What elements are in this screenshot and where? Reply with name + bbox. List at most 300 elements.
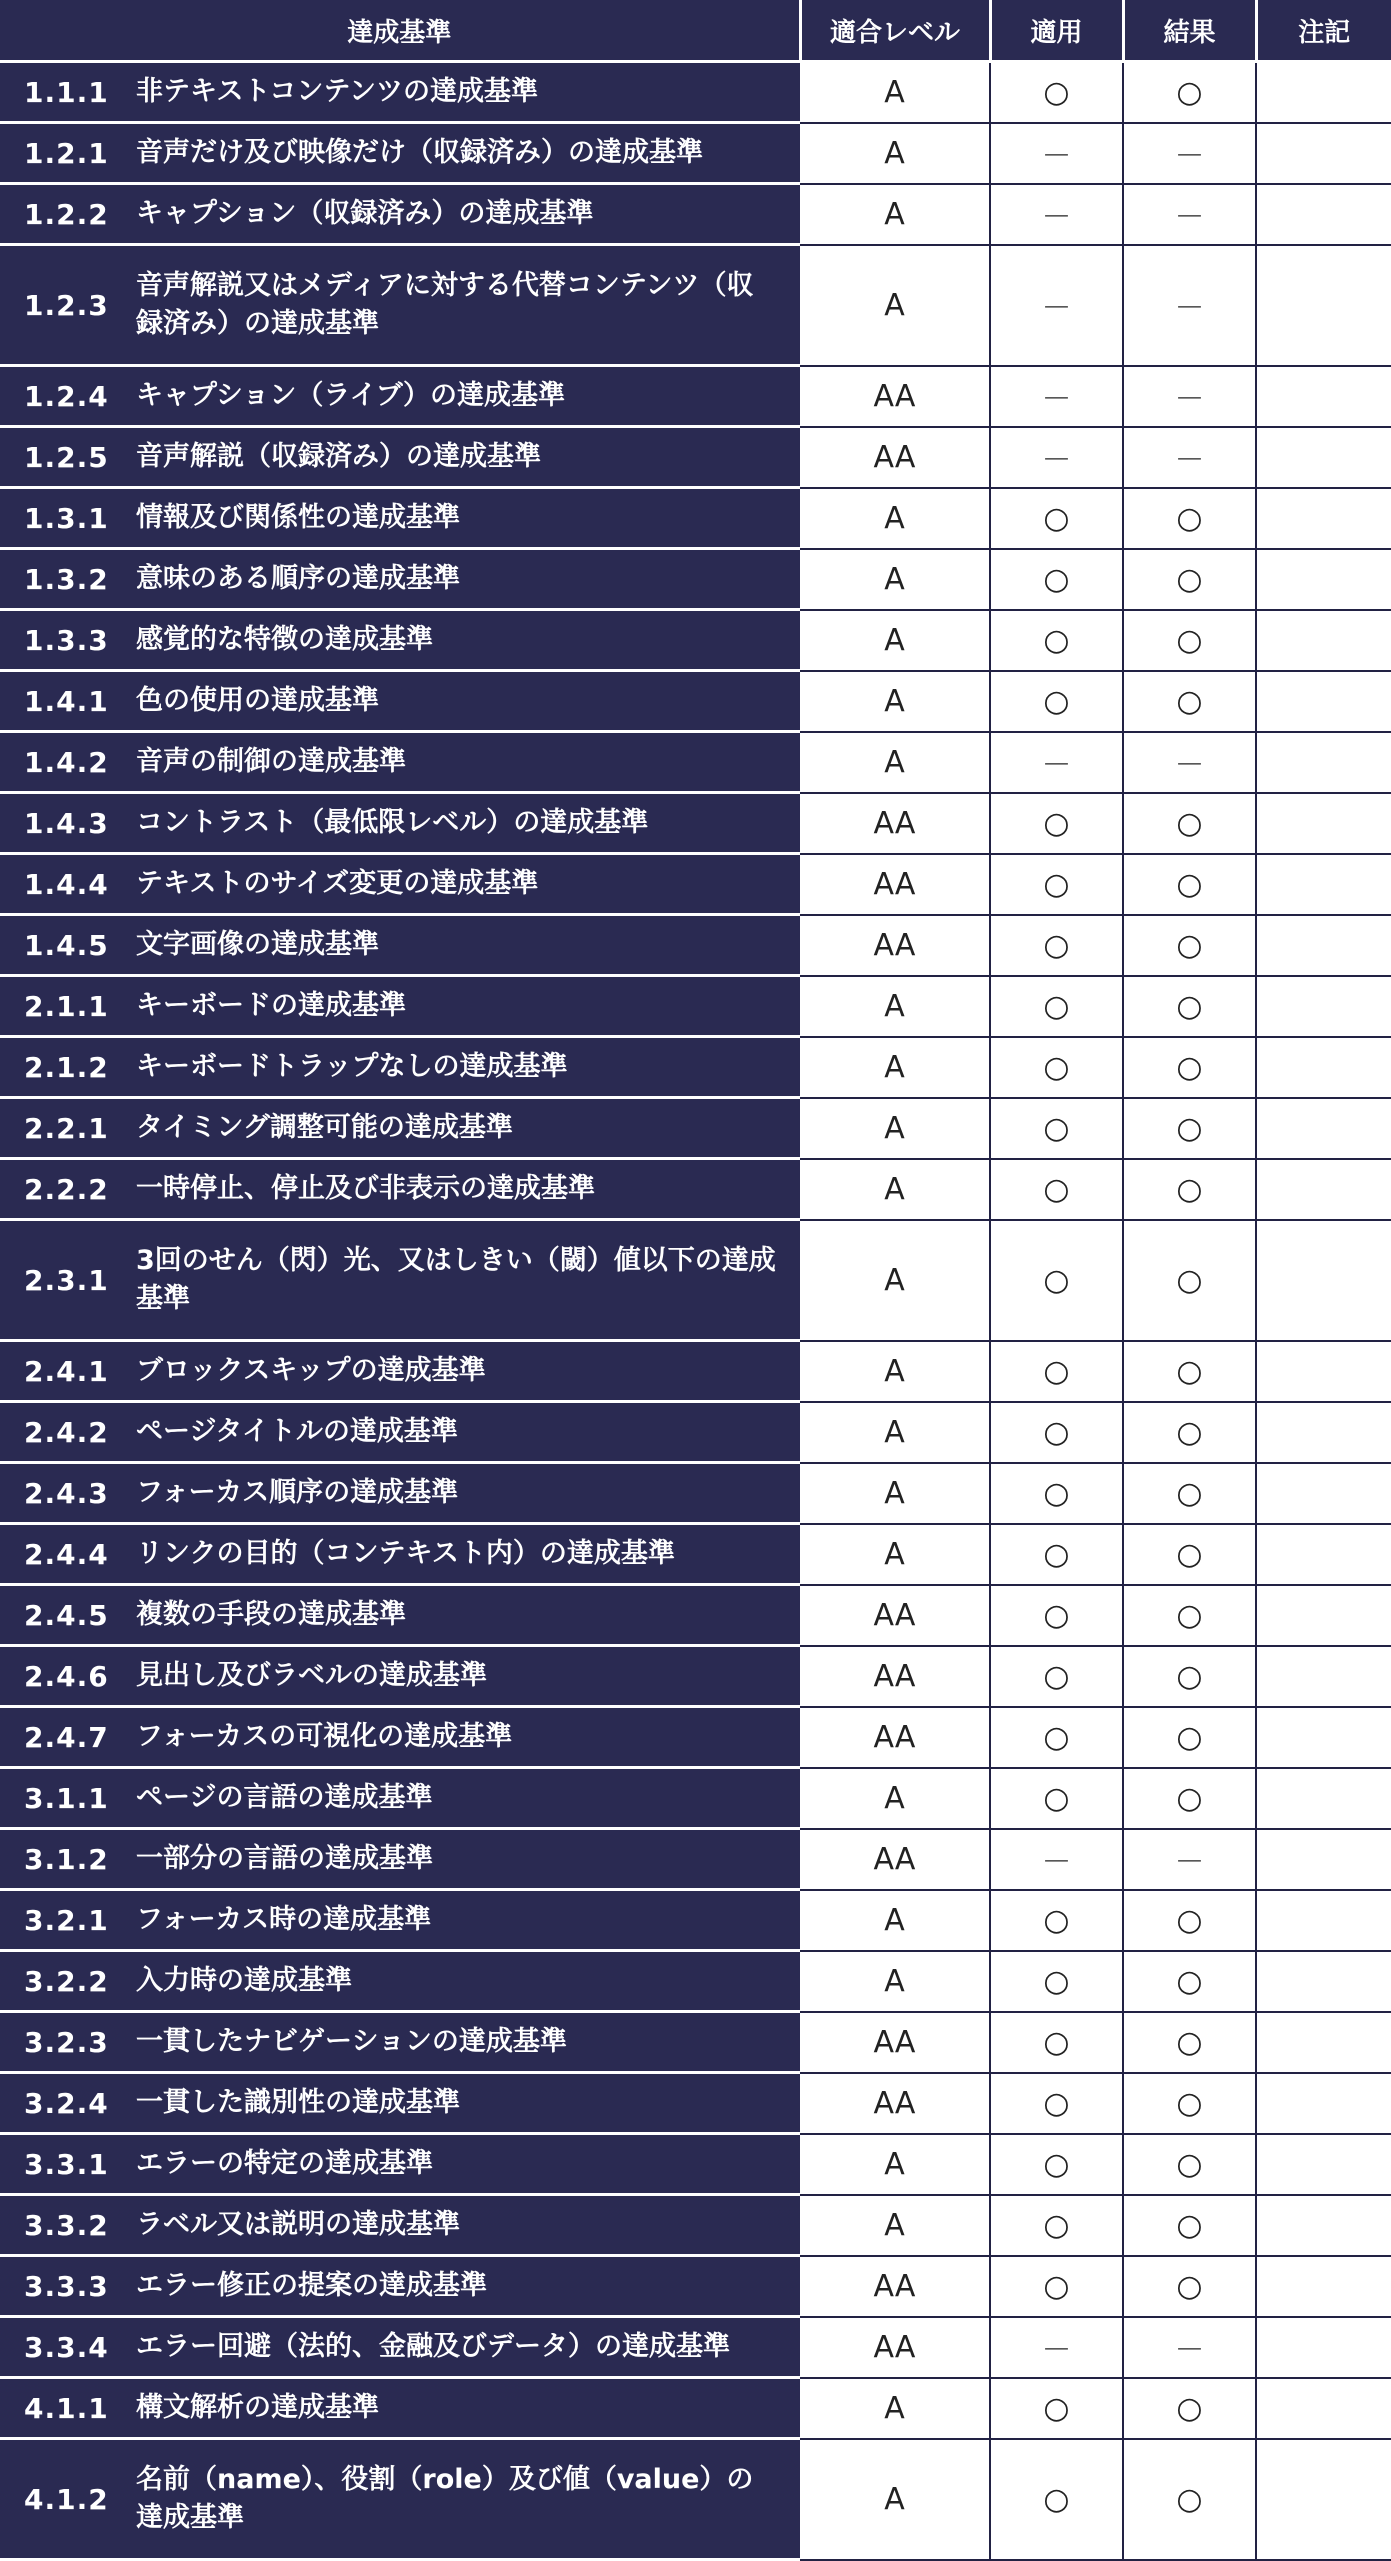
applicable-mark: ○ [990,1037,1123,1098]
conformance-level: A [800,1402,990,1463]
conformance-level: AA [800,1646,990,1707]
applicable-mark: ○ [990,1768,1123,1829]
note-cell [1256,2012,1391,2073]
note-cell [1256,2134,1391,2195]
criterion-number: 2.3.1 [24,1263,109,1297]
criterion-number: 3.2.4 [24,2086,109,2120]
applicable-mark: ○ [990,1707,1123,1768]
table-row [0,2195,1391,2256]
criterion-number: 1.4.5 [24,928,109,962]
result-mark: － [1123,184,1256,245]
criterion-cell [0,1524,800,1585]
criterion-cell [0,1768,800,1829]
criterion-name: 構文解析の達成基準 [136,2392,379,2423]
note-cell [1256,2317,1391,2378]
conformance-level: AA [800,366,990,427]
result-mark: ○ [1123,549,1256,610]
criterion-number: 4.1.1 [24,2391,109,2425]
criterion-cell [0,2439,800,2560]
table-row [0,2134,1391,2195]
criterion-name: 情報及び関係性の達成基準 [136,502,460,533]
criterion-name: フォーカスの可視化の達成基準 [136,1721,513,1752]
result-mark: ○ [1123,2195,1256,2256]
note-cell [1256,1951,1391,2012]
criterion-cell [0,1890,800,1951]
table-row [0,610,1391,671]
criterion-number: 2.4.6 [24,1659,109,1693]
criterion-cell [0,1646,800,1707]
table-row [0,732,1391,793]
criterion-number: 3.2.2 [24,1964,109,1998]
table-row [0,2012,1391,2073]
criterion-cell [0,123,800,184]
conformance-level: AA [800,2256,990,2317]
criterion-cell [0,915,800,976]
table-row [0,1829,1391,1890]
criterion-name: エラー回避（法的、金融及びデータ）の達成基準 [136,2331,730,2362]
criterion-name: 意味のある順序の達成基準 [136,563,460,594]
applicable-mark: ○ [990,793,1123,854]
note-cell [1256,2439,1391,2560]
applicable-mark: ○ [990,915,1123,976]
note-cell [1256,2195,1391,2256]
criterion-cell [0,610,800,671]
criterion-name: 名前（name）、役割（role）及び値（value）の達成基準 [136,2464,754,2533]
criterion-cell [0,2195,800,2256]
criterion-name: タイミング調整可能の達成基準 [136,1112,513,1143]
note-cell [1256,1524,1391,1585]
applicable-mark: ○ [990,2195,1123,2256]
conformance-level: A [800,1159,990,1220]
conformance-level: A [800,488,990,549]
table-row [0,123,1391,184]
criterion-name: 非テキストコンテンツの達成基準 [136,76,539,107]
result-mark: ○ [1123,1585,1256,1646]
criterion-number: 1.2.3 [24,288,109,322]
result-mark: ○ [1123,1890,1256,1951]
note-cell [1256,427,1391,488]
applicable-mark: ○ [990,2439,1123,2560]
criterion-name: 複数の手段の達成基準 [136,1599,406,1630]
applicable-mark: ○ [990,488,1123,549]
result-mark: － [1123,2317,1256,2378]
criterion-name: フォーカス時の達成基準 [136,1904,432,1935]
conformance-level: AA [800,2012,990,2073]
applicable-mark: ○ [990,2378,1123,2439]
criterion-number: 2.2.1 [24,1111,109,1145]
applicable-mark: － [990,732,1123,793]
criterion-cell [0,1707,800,1768]
applicable-mark: ○ [990,1646,1123,1707]
note-cell [1256,2073,1391,2134]
conformance-level: A [800,1890,990,1951]
criterion-name: エラー修正の提案の達成基準 [136,2270,487,2301]
conformance-level: AA [800,854,990,915]
criterion-cell [0,62,800,123]
criterion-number: 1.4.4 [24,867,109,901]
criterion-number: 1.4.1 [24,684,109,718]
table-row [0,1402,1391,1463]
criterion-cell [0,366,800,427]
applicable-mark: ○ [990,549,1123,610]
criterion-cell [0,184,800,245]
criterion-cell [0,2378,800,2439]
conformance-level: A [800,976,990,1037]
table-row [0,1098,1391,1159]
result-mark: ○ [1123,1037,1256,1098]
criterion-cell [0,2317,800,2378]
note-cell [1256,123,1391,184]
criterion-number: 1.3.3 [24,623,109,657]
result-mark: － [1123,732,1256,793]
conformance-level: A [800,62,990,123]
note-cell [1256,488,1391,549]
conformance-level: A [800,1220,990,1341]
criterion-name: 一部分の言語の達成基準 [136,1843,433,1874]
table-row [0,671,1391,732]
result-mark: ○ [1123,976,1256,1037]
note-cell [1256,732,1391,793]
criterion-name: 見出し及びラベルの達成基準 [136,1660,487,1691]
applicable-mark: ○ [990,1159,1123,1220]
applicable-mark: ○ [990,2256,1123,2317]
criterion-cell [0,2134,800,2195]
criterion-cell [0,976,800,1037]
header-level: 適合レベル [800,0,990,62]
criterion-cell [0,488,800,549]
result-mark: － [1123,427,1256,488]
table-row [0,2439,1391,2560]
applicable-mark: ○ [990,2073,1123,2134]
applicable-mark: ○ [990,671,1123,732]
note-cell [1256,2256,1391,2317]
criterion-number: 2.4.1 [24,1354,109,1388]
result-mark: ○ [1123,1524,1256,1585]
criterion-number: 3.3.3 [24,2269,109,2303]
criterion-cell [0,2256,800,2317]
conformance-level: A [800,1098,990,1159]
applicable-mark: － [990,184,1123,245]
applicable-mark: ○ [990,1890,1123,1951]
applicable-mark: － [990,366,1123,427]
criterion-name: キーボードトラップなしの達成基準 [136,1051,568,1082]
result-mark: － [1123,1829,1256,1890]
criterion-cell [0,1037,800,1098]
criterion-number: 1.2.4 [24,379,109,413]
criterion-number: 3.2.1 [24,1903,109,1937]
result-mark: ○ [1123,1098,1256,1159]
criterion-name: 音声解説（収録済み）の達成基準 [136,441,541,472]
criterion-number: 1.3.1 [24,501,109,535]
applicable-mark: － [990,245,1123,366]
criterion-name: キャプション（収録済み）の達成基準 [136,198,594,229]
table-row [0,1646,1391,1707]
criterion-cell [0,1463,800,1524]
criterion-number: 3.3.4 [24,2330,109,2364]
result-mark: ○ [1123,1951,1256,2012]
result-mark: ○ [1123,1220,1256,1341]
header-note: 注記 [1256,0,1391,62]
table-row [0,2378,1391,2439]
criterion-name: ブロックスキップの達成基準 [136,1355,486,1386]
result-mark: ○ [1123,2134,1256,2195]
applicable-mark: ○ [990,2012,1123,2073]
criterion-number: 1.4.3 [24,806,109,840]
applicable-mark: ○ [990,1402,1123,1463]
table-row [0,1159,1391,1220]
conformance-level: A [800,732,990,793]
table-row [0,1707,1391,1768]
table-row [0,549,1391,610]
note-cell [1256,610,1391,671]
result-mark: ○ [1123,1646,1256,1707]
note-cell [1256,1646,1391,1707]
criterion-name: フォーカス順序の達成基準 [136,1477,459,1508]
note-cell [1256,1585,1391,1646]
criterion-cell [0,245,800,366]
applicable-mark: ○ [990,1220,1123,1341]
result-mark: ○ [1123,2378,1256,2439]
conformance-level: A [800,245,990,366]
conformance-level: A [800,2439,990,2560]
conformance-level: A [800,123,990,184]
header-result: 結果 [1123,0,1256,62]
result-mark: ○ [1123,2256,1256,2317]
note-cell [1256,976,1391,1037]
criterion-name: 入力時の達成基準 [136,1965,352,1996]
note-cell [1256,1707,1391,1768]
result-mark: ○ [1123,854,1256,915]
criterion-number: 2.4.3 [24,1476,109,1510]
applicable-mark: ○ [990,1585,1123,1646]
result-mark: ○ [1123,1402,1256,1463]
applicable-mark: ○ [990,1951,1123,2012]
conformance-level: A [800,549,990,610]
criterion-number: 1.3.2 [24,562,109,596]
note-cell [1256,1829,1391,1890]
table-row [0,1341,1391,1402]
result-mark: ○ [1123,2439,1256,2560]
criterion-cell [0,549,800,610]
criterion-number: 3.3.1 [24,2147,109,2181]
header-applicable: 適用 [990,0,1123,62]
note-cell [1256,671,1391,732]
table-row [0,1768,1391,1829]
criterion-name: ページの言語の達成基準 [136,1782,433,1813]
table-row [0,1890,1391,1951]
applicable-mark: － [990,1829,1123,1890]
criterion-number: 2.4.2 [24,1415,109,1449]
criterion-name: 音声の制御の達成基準 [136,746,406,777]
result-mark: － [1123,366,1256,427]
table-row [0,1463,1391,1524]
conformance-level: A [800,184,990,245]
note-cell [1256,1220,1391,1341]
criterion-number: 3.3.2 [24,2208,109,2242]
note-cell [1256,245,1391,366]
conformance-level: A [800,1463,990,1524]
table-row [0,976,1391,1037]
criterion-number: 2.4.4 [24,1537,109,1571]
criterion-number: 3.2.3 [24,2025,109,2059]
criterion-number: 1.2.5 [24,440,109,474]
note-cell [1256,793,1391,854]
criterion-name: エラーの特定の達成基準 [136,2148,433,2179]
table-row [0,1037,1391,1098]
result-mark: ○ [1123,1768,1256,1829]
result-mark: ○ [1123,2012,1256,2073]
criterion-number: 1.2.2 [24,197,109,231]
note-cell [1256,1037,1391,1098]
note-cell [1256,1098,1391,1159]
criterion-cell [0,854,800,915]
result-mark: ○ [1123,1159,1256,1220]
criterion-number: 2.1.2 [24,1050,109,1084]
note-cell [1256,366,1391,427]
table-row [0,915,1391,976]
criterion-cell [0,1341,800,1402]
criterion-number: 2.1.1 [24,989,109,1023]
criterion-name: 一貫したナビゲーションの達成基準 [136,2026,567,2057]
table-row [0,1585,1391,1646]
conformance-level: A [800,2378,990,2439]
criterion-number: 1.4.2 [24,745,109,779]
applicable-mark: ○ [990,62,1123,123]
criterion-name: リンクの目的（コンテキスト内）の達成基準 [136,1538,675,1569]
criterion-number: 1.1.1 [24,75,109,109]
conformance-level: A [800,1037,990,1098]
result-mark: ○ [1123,793,1256,854]
criterion-cell [0,1829,800,1890]
conformance-level: A [800,2134,990,2195]
criterion-number: 4.1.2 [24,2482,109,2516]
result-mark: － [1123,123,1256,184]
applicable-mark: ○ [990,1524,1123,1585]
criterion-cell [0,732,800,793]
result-mark: ○ [1123,610,1256,671]
result-mark: ○ [1123,1707,1256,1768]
note-cell [1256,1402,1391,1463]
criterion-name: 音声解説又はメディアに対する代替コンテンツ（収録済み）の達成基準 [136,270,754,339]
applicable-mark: ○ [990,2134,1123,2195]
applicable-mark: ○ [990,610,1123,671]
table-row [0,488,1391,549]
conformance-level: A [800,1951,990,2012]
table-row [0,427,1391,488]
conformance-level: AA [800,1829,990,1890]
table-row [0,184,1391,245]
criterion-name: 感覚的な特徴の達成基準 [136,624,433,655]
criterion-cell [0,793,800,854]
conformance-level: AA [800,2317,990,2378]
result-mark: ○ [1123,915,1256,976]
note-cell [1256,62,1391,123]
criterion-name: 一時停止、停止及び非表示の達成基準 [136,1173,595,1204]
criterion-name: 一貫した識別性の達成基準 [136,2087,460,2118]
conformance-level: A [800,2195,990,2256]
applicable-mark: － [990,2317,1123,2378]
criterion-name: キャプション（ライブ）の達成基準 [136,380,566,411]
criterion-name: ページタイトルの達成基準 [136,1416,458,1447]
result-mark: ○ [1123,2073,1256,2134]
criterion-number: 2.2.2 [24,1172,109,1206]
result-mark: ○ [1123,671,1256,732]
table-row [0,366,1391,427]
note-cell [1256,854,1391,915]
note-cell [1256,184,1391,245]
conformance-level: AA [800,793,990,854]
applicable-mark: ○ [990,976,1123,1037]
applicable-mark: ○ [990,1098,1123,1159]
table-row [0,793,1391,854]
result-mark: ○ [1123,1341,1256,1402]
result-mark: ○ [1123,1463,1256,1524]
header-row [0,0,1391,62]
table-row [0,2073,1391,2134]
conformance-level: A [800,1341,990,1402]
table-row [0,2256,1391,2317]
criterion-cell [0,1585,800,1646]
result-mark: ○ [1123,62,1256,123]
criterion-number: 1.2.1 [24,136,109,170]
note-cell [1256,1890,1391,1951]
criterion-cell [0,427,800,488]
note-cell [1256,1341,1391,1402]
note-cell [1256,1768,1391,1829]
criterion-name: 3回のせん（閃）光、又はしきい（閾）値以下の達成基準 [136,1245,776,1314]
conformance-level: A [800,1768,990,1829]
criterion-cell [0,1159,800,1220]
conformance-level: AA [800,1585,990,1646]
criterion-name: 文字画像の達成基準 [136,929,379,960]
applicable-mark: － [990,123,1123,184]
criterion-number: 2.4.5 [24,1598,109,1632]
conformance-level: AA [800,915,990,976]
table-body [0,62,1391,2560]
note-cell [1256,2378,1391,2439]
applicable-mark: － [990,427,1123,488]
note-cell [1256,1159,1391,1220]
criterion-number: 3.1.2 [24,1842,109,1876]
conformance-level: AA [800,427,990,488]
table-row [0,1951,1391,2012]
table-row [0,245,1391,366]
conformance-level: A [800,610,990,671]
criterion-cell [0,2073,800,2134]
criterion-name: テキストのサイズ変更の達成基準 [136,868,539,899]
result-mark: － [1123,245,1256,366]
applicable-mark: ○ [990,1341,1123,1402]
table-row [0,1524,1391,1585]
result-mark: ○ [1123,488,1256,549]
criterion-cell [0,1402,800,1463]
note-cell [1256,549,1391,610]
conformance-level: A [800,1524,990,1585]
table-row [0,854,1391,915]
conformance-level: A [800,671,990,732]
criterion-name: 音声だけ及び映像だけ（収録済み）の達成基準 [136,137,703,168]
criterion-cell [0,1951,800,2012]
table-row [0,62,1391,123]
criterion-number: 3.1.1 [24,1781,109,1815]
criterion-cell [0,1098,800,1159]
criterion-name: 色の使用の達成基準 [136,685,379,716]
table-row [0,1220,1391,1341]
applicable-mark: ○ [990,1463,1123,1524]
criterion-name: コントラスト（最低限レベル）の達成基準 [136,807,649,838]
table-row [0,2317,1391,2378]
conformance-level: AA [800,1707,990,1768]
